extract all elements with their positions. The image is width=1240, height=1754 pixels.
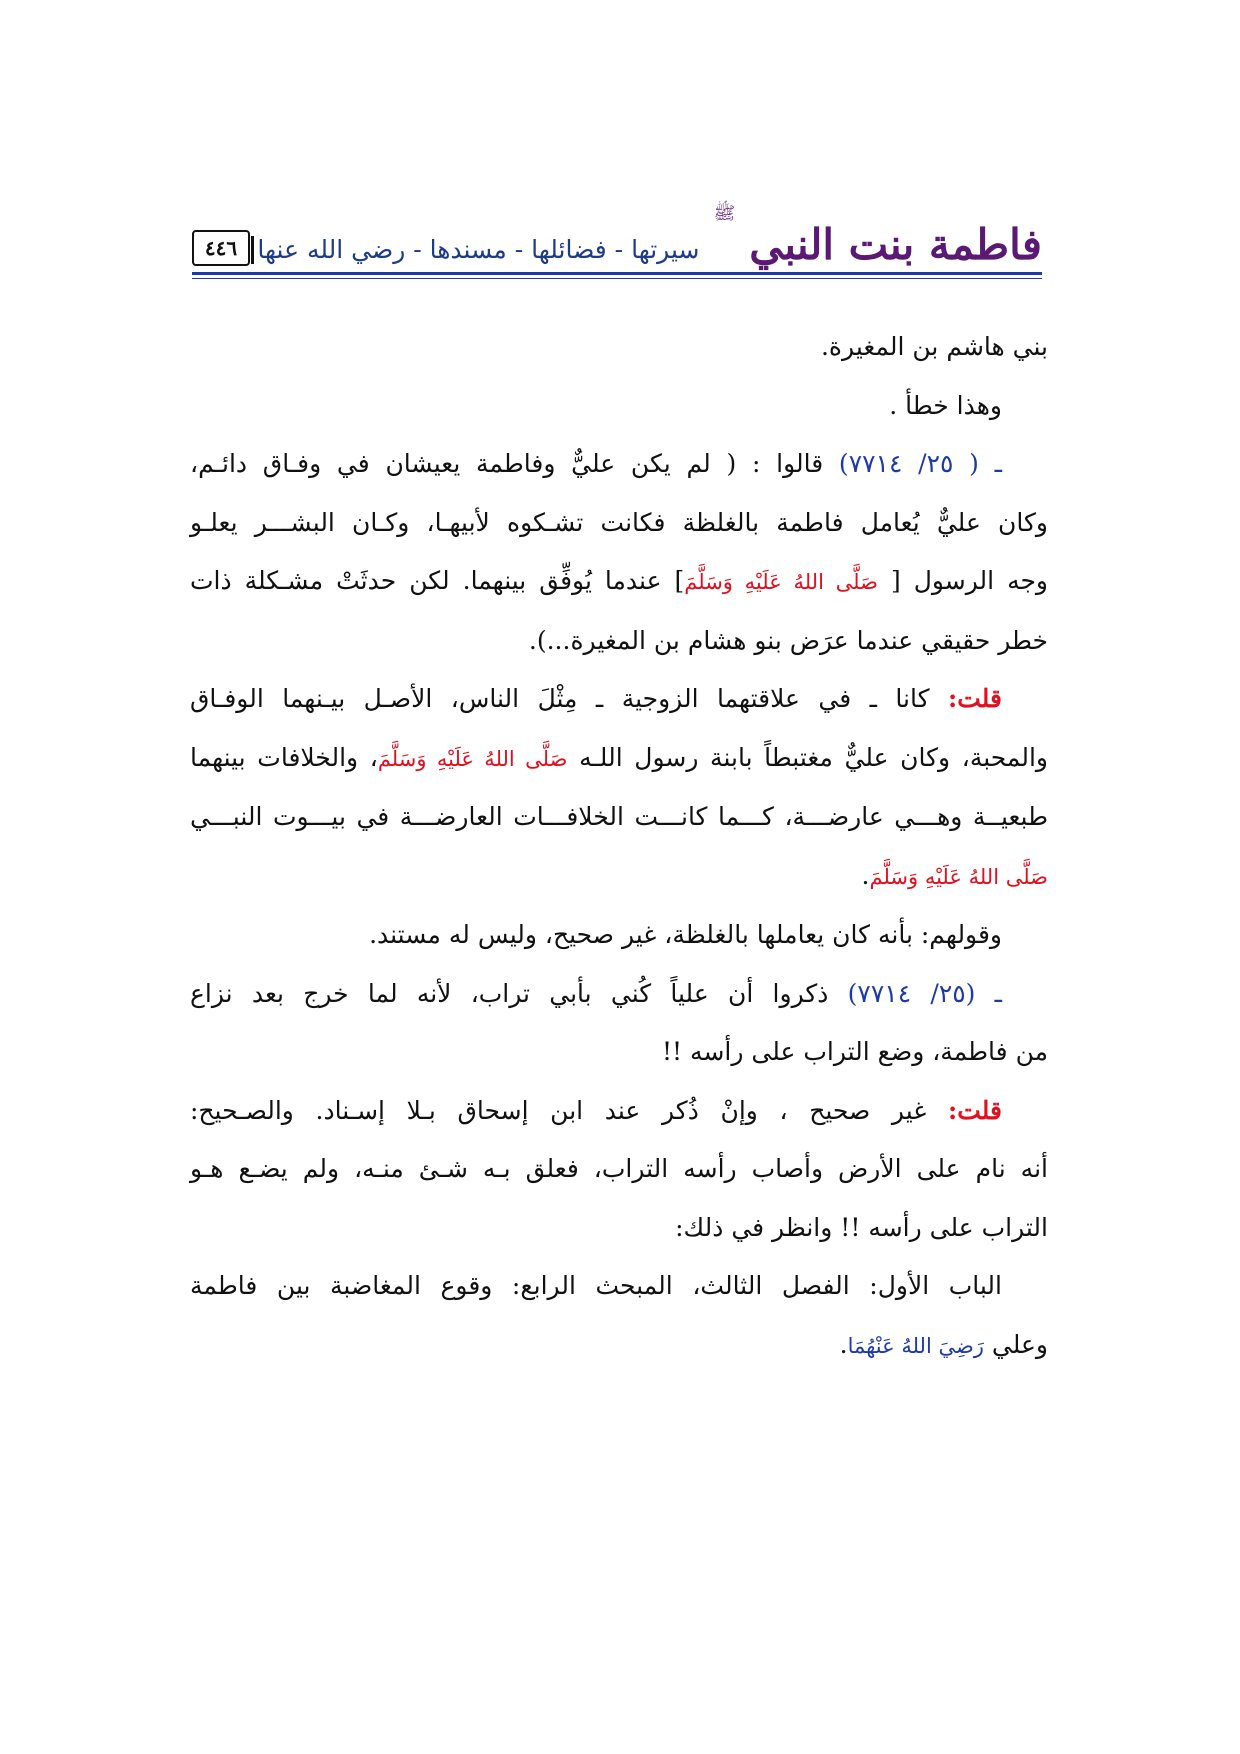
book-title: فاطمة بنت النبي [749, 220, 1042, 269]
honorific-mark: ﷺ [713, 203, 736, 224]
line-13 [190, 1023, 1048, 1082]
text: ] عندما يُوفِّق بينهما. لكن حدثَتْ مشـكلة ذات [190, 566, 685, 595]
text: . [839, 1329, 848, 1359]
text: طبعيــة وهـــي عارضـــة، كـــما كانـــت الخلافـــات العارضـــة في بيـــوت النبـــي [190, 802, 1048, 831]
page-header [192, 200, 1042, 280]
text: غير صحيح ، وإنْ ذُكر عند ابن إسحاق بـلا إسـناد. والصـحيح: [190, 1095, 948, 1125]
line-15 [190, 1140, 1048, 1199]
book-subtitle: سيرتها - فضائلها - مسندها - رضي الله عنها [257, 235, 700, 264]
volume-reference: ـ ( ٢٥/ ٧٧١٤) [838, 449, 1002, 478]
header-rule-thick [192, 272, 1042, 275]
line-7 [190, 670, 1048, 729]
running-title [257, 200, 1042, 269]
text: قالوا : ( لم يكن عليٌّ وفاطمة يعيشان في وفـاق دائـم، [190, 449, 839, 478]
line-12 [190, 965, 1048, 1024]
line-14 [190, 1082, 1048, 1141]
line-1 [190, 318, 1048, 377]
salawat-mark: صَلَّى اللهُ عَلَيْهِ وَسَلَّمَ [377, 746, 568, 771]
text: كانا ـ في علاقتهما الزوجية ـ مِثْلَ الناس، الأصـل بيـنهما الوفـاق [190, 684, 948, 713]
line-17 [190, 1257, 1048, 1316]
page-number: ٤٤٦ [192, 230, 250, 266]
line-18 [190, 1316, 1048, 1376]
radi-mark: رَضِيَ اللهُ عَنْهُمَا [847, 1333, 984, 1358]
text: والمحبة، وكان عليٌّ مغتبطاً بابنة رسول اللـه [579, 742, 1049, 772]
text: التراب على رأسه !! وانظر في ذلك: [675, 1212, 1048, 1242]
text: أنه نام على الأرض وأصاب رأسه التراب، فعلق بـه شـئ منـه، ولم يضـع هـو [190, 1154, 1048, 1183]
qult-label: قلت: [947, 1095, 1002, 1125]
volume-reference: ـ (٢٥/ ٧٧١٤) [847, 978, 1002, 1008]
header-rule-thin [192, 278, 1042, 279]
salawat-mark: صَلَّى اللهُ عَلَيْهِ وَسَلَّمَ [869, 864, 1048, 889]
text: . [861, 860, 870, 890]
salawat-mark: صَلَّى اللهُ عَلَيْهِ وَسَلَّمَ [684, 570, 878, 594]
text: بني هاشم بن المغيرة. [820, 332, 1048, 361]
page-body [190, 318, 1048, 1375]
line-10 [190, 847, 1048, 907]
text: ذكروا أن علياً كُني بأبي تراب، لأنه لما خرج بعد نزاع [190, 978, 848, 1008]
text: وعلي [991, 1329, 1048, 1359]
text: وكان عليٌّ يُعامل فاطمة بالغلظة فكانت تشـكوه لأبيهـا، وكـان البشـــر يعلـو [190, 507, 1048, 537]
text: من فاطمة، وضع التراب على رأسه !! [662, 1037, 1048, 1066]
text: وقولهم: بأنه كان يعاملها بالغلظة، غير صحيح، وليس له مستند. [369, 920, 1002, 949]
line-4 [190, 494, 1048, 553]
line-16 [190, 1199, 1048, 1258]
text: ، والخلافات بينهما [190, 742, 378, 772]
text: وجه الرسول [ [890, 566, 1049, 595]
line-6 [190, 612, 1048, 671]
line-2 [190, 377, 1048, 436]
text: خطر حقيقي عندما عرَض بنو هشام بن المغيرة...). [528, 625, 1048, 655]
line-8 [190, 729, 1048, 789]
qult-label: قلت: [947, 684, 1002, 713]
line-3 [190, 435, 1048, 494]
text: وهذا خطأ . [889, 390, 1002, 420]
line-9 [190, 788, 1048, 847]
line-11 [190, 906, 1048, 965]
line-5 [190, 552, 1048, 612]
text: الباب الأول: الفصل الثالث، المبحث الرابع: وقوع المغاضبة بين فاطمة [190, 1271, 1002, 1300]
